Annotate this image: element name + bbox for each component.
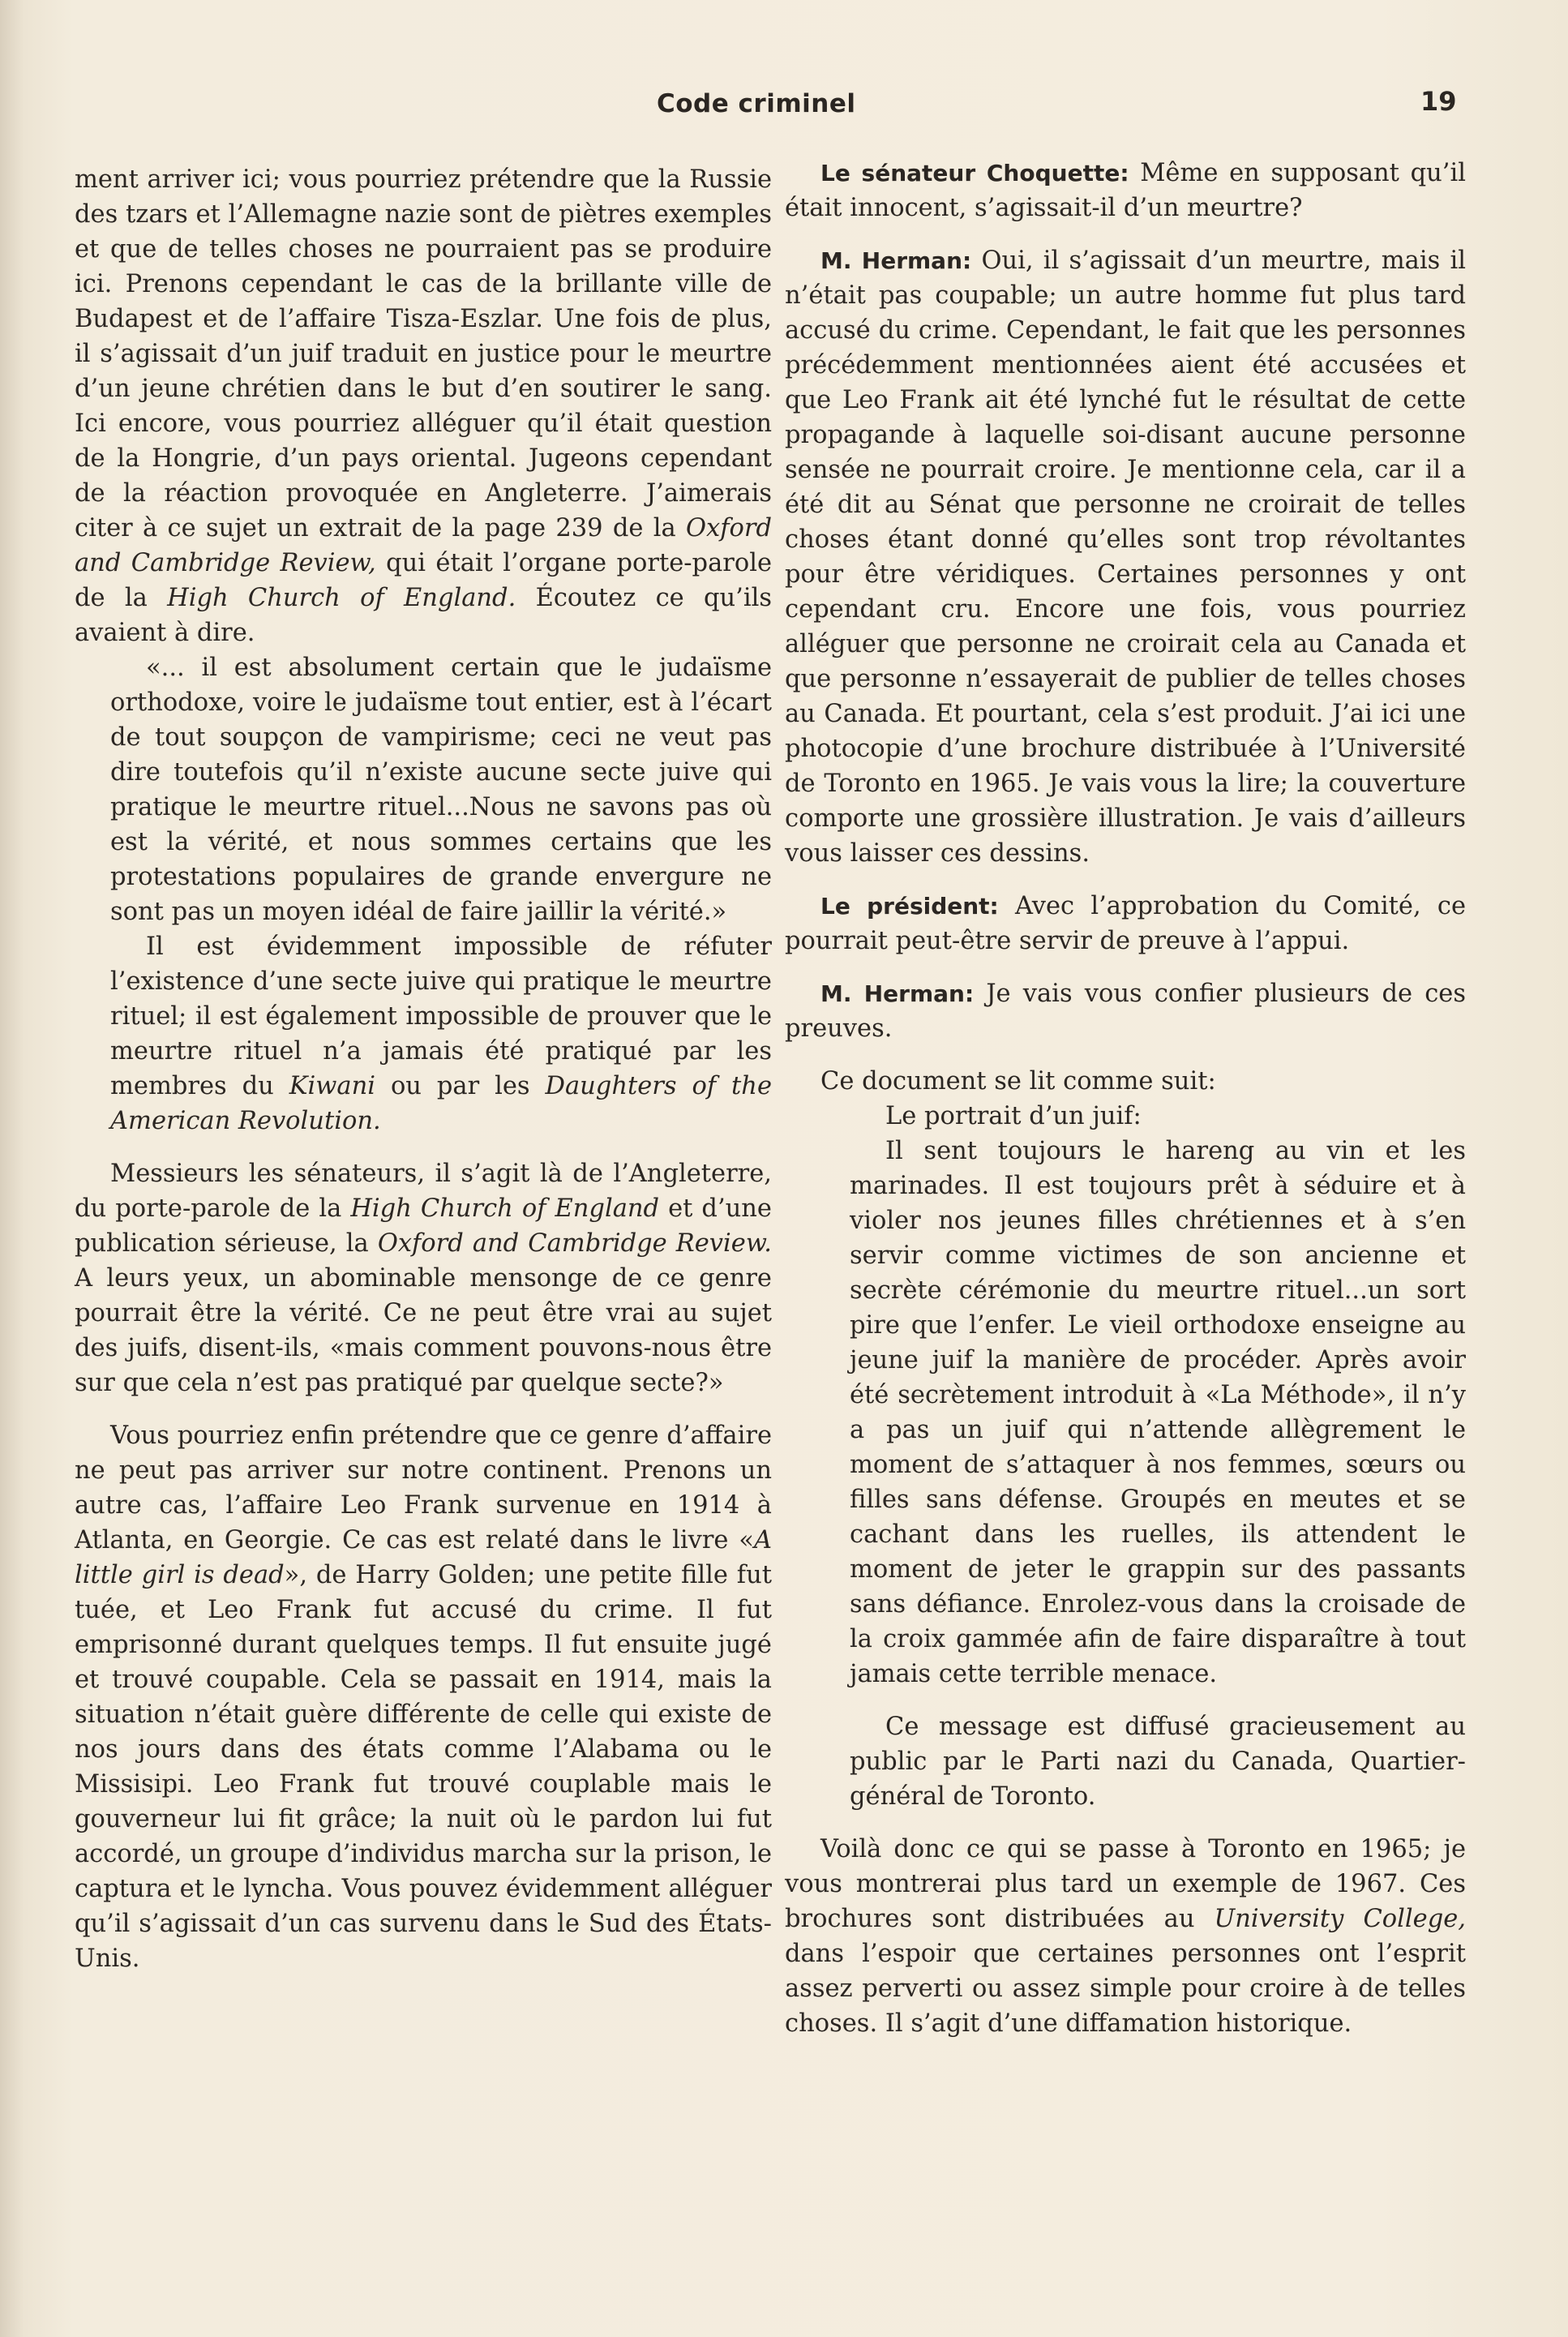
quoted-document [850, 1099, 1466, 1814]
speaker-name: Le président: [820, 893, 999, 920]
page-header [0, 86, 1568, 130]
quote-text: Il est évidemment impossible de réfuter l’existence d’une secte juive qui pratique le meurtre rituel; il est également impossible de prouver que le meurtre rituel n’a jamais été pratiqué par les membres du Kiwani ou par les Daughters of the American Revolution. [110, 933, 773, 1135]
block-quote [110, 650, 772, 1138]
page-number: 19 [1420, 86, 1457, 117]
speaker-name: M. Herman: [820, 980, 975, 1007]
document-title: Le portrait d’un juif: [885, 1102, 1142, 1130]
paragraph: Voilà donc ce qui se passe à Toronto en 1965; je vous montrerai plus tard un exemple de 1967. Ces brochures sont distribuées au University College, dans l’espoir que certaines personnes ont l’esprit assez perverti ou assez simple pour croire à de telles choses. Il s’agit d’une diffamation historique. [785, 1835, 1466, 2038]
speaker-name: M. Herman: [820, 247, 972, 274]
testimony-paragraph: M. Herman: Je vais vous confier plusieurs de ces preuves. [785, 980, 1466, 1043]
paragraph: Messieurs les sénateurs, il s’agit là de l’Angleterre, du porte-parole de la High Church of England et d’une publication sérieuse, la Oxford and Cambridge Review. A leurs yeux, un abominable mensonge de ce genre pourrait être la vérité. Ce ne peut être vrai au sujet des juifs, disent-ils, «mais comment pouvons-nous être sur que cela n’est pas pratiqué par quelque secte?» [75, 1160, 773, 1397]
paragraph: ment arriver ici; vous pourriez prétendre que la Russie des tzars et l’Allemagne nazie sont de piètres exemples et que de telles choses ne pourraient pas se produire ici. Prenons cependant le cas de la brillante ville de Budapest et de l’affaire Tisza-Eszlar. Une fois de plus, il s’agissait d’un juif traduit en justice pour le meurtre d’un jeune chrétien dans le but d’en soutirer le sang. Ici encore, vous pourriez alléguer qu’il était question de la Hongrie, d’un pays oriental. Jugeons cependant de la réaction provoquée en Angleterre. J’aimerais citer à ce sujet un extrait de la page 239 de la Oxford and Cambridge Review, qui était l’organe porte-parole de la High Church of England. Écoutez ce qu’ils avaient à dire. [75, 165, 773, 647]
paragraph: Vous pourriez enfin prétendre que ce genre d’affaire ne peut pas arriver sur notre continent. Prenons un autre cas, l’affaire Leo Frank survenue en 1914 à Atlanta, en Georgie. Ce cas est relaté dans le livre «A little girl is dead», de Harry Golden; une petite fille fut tuée, et Leo Frank fut accusé du crime. Il fut emprisonné durant quelques temps. Il fut ensuite jugé et trouvé coupable. Cela se passait en 1914, mais la situation n’était guère différente de celle qui existe de nos jours dans des états comme l’Alabama ou le Missisipi. Leo Frank fut trouvé couplable mais le gouverneur lui fit grâce; la nuit où le pardon lui fut accordé, un groupe d’individus marcha sur la prison, le captura et le lyncha. Vous pouvez évidemment alléguer qu’il s’agissait d’un cas survenu dans le Sud des États-Unis. [75, 1421, 772, 1973]
speaker-name: Le sénateur Choquette: [820, 160, 1129, 187]
right-column [785, 156, 1466, 2041]
testimony-paragraph: Le président: Avec l’approbation du Comité, ce pourrait peut-être servir de preuve à l’appui. [785, 892, 1467, 955]
testimony-paragraph: Le sénateur Choquette: Même en supposant qu’il était innocent, s’agissait-il d’un meurtre? [785, 159, 1466, 222]
quote-text: «... il est absolument certain que le judaïsme orthodoxe, voire le judaïsme tout entier, est à l’écart de tout soupçon de vampirisme; ceci ne veut pas dire toutefois qu’il n’existe aucune secte juive qui pratique le meurtre rituel...Nous ne savons pas où est la vérité, et nous sommes certains que les protestations populaires de grande envergure ne sont pas un moyen idéal de faire jaillir la vérité.» [110, 654, 772, 926]
document-footer: Ce message est diffusé gracieusement au public par le Parti nazi du Canada, Quartier-général de Toronto. [850, 1713, 1466, 1811]
document-body: Il sent toujours le hareng au vin et les marinades. Il est toujours prêt à séduire et à violer nos jeunes filles chrétiennes et à s’en servir comme victimes de son ancienne et secrète cérémonie du meurtre rituel...un sort pire que l’enfer. Le vieil orthodoxe enseigne au jeune juif la manière de procéder. Après avoir été secrètement introduit à «La Méthode», il n’y a pas un juif qui n’attende allègrement le moment de s’attaquer à nos femmes, sœurs ou filles sans défense. Groupés en meutes et se cachant dans les ruelles, ils attendent le moment de jeter le grappin sur des passants sans défiance. Enrolez-vous dans la croisade de la croix gammée afin de faire disparaître à tout jamais cette terrible menace. [850, 1137, 1466, 1688]
paragraph: Ce document se lit comme suit: [820, 1067, 1216, 1096]
testimony-paragraph: M. Herman: Oui, il s’agissait d’un meurtre, mais il n’était pas coupable; un autre homme fut plus tard accusé du crime. Cependant, le fait que les personnes précédemment mentionnées aient été accusées et que Leo Frank ait été lynché fut le résultat de cette propagande à laquelle soi-disant aucune personne sensée ne pourrait croire. Je mentionne cela, car il a été dit au Sénat que personne ne croirait de telles choses étant donné qu’elles sont trop révoltantes pour être véridiques. Certaines personnes y ont cependant cru. Encore une fois, vous pourriez alléguer que personne ne croirait cela au Canada et que personne n’essayerait de publier de telles choses au Canada. Et pourtant, cela s’est produit. J’ai ici une photocopie d’une brochure distribuée à l’Université de Toronto en 1965. Je vais vous la lire; la couverture comporte une grossière illustration. Je vais d’ailleurs vous laisser ces dessins. [785, 247, 1466, 868]
running-title: Code criminel [657, 89, 856, 118]
left-column [75, 162, 772, 1976]
